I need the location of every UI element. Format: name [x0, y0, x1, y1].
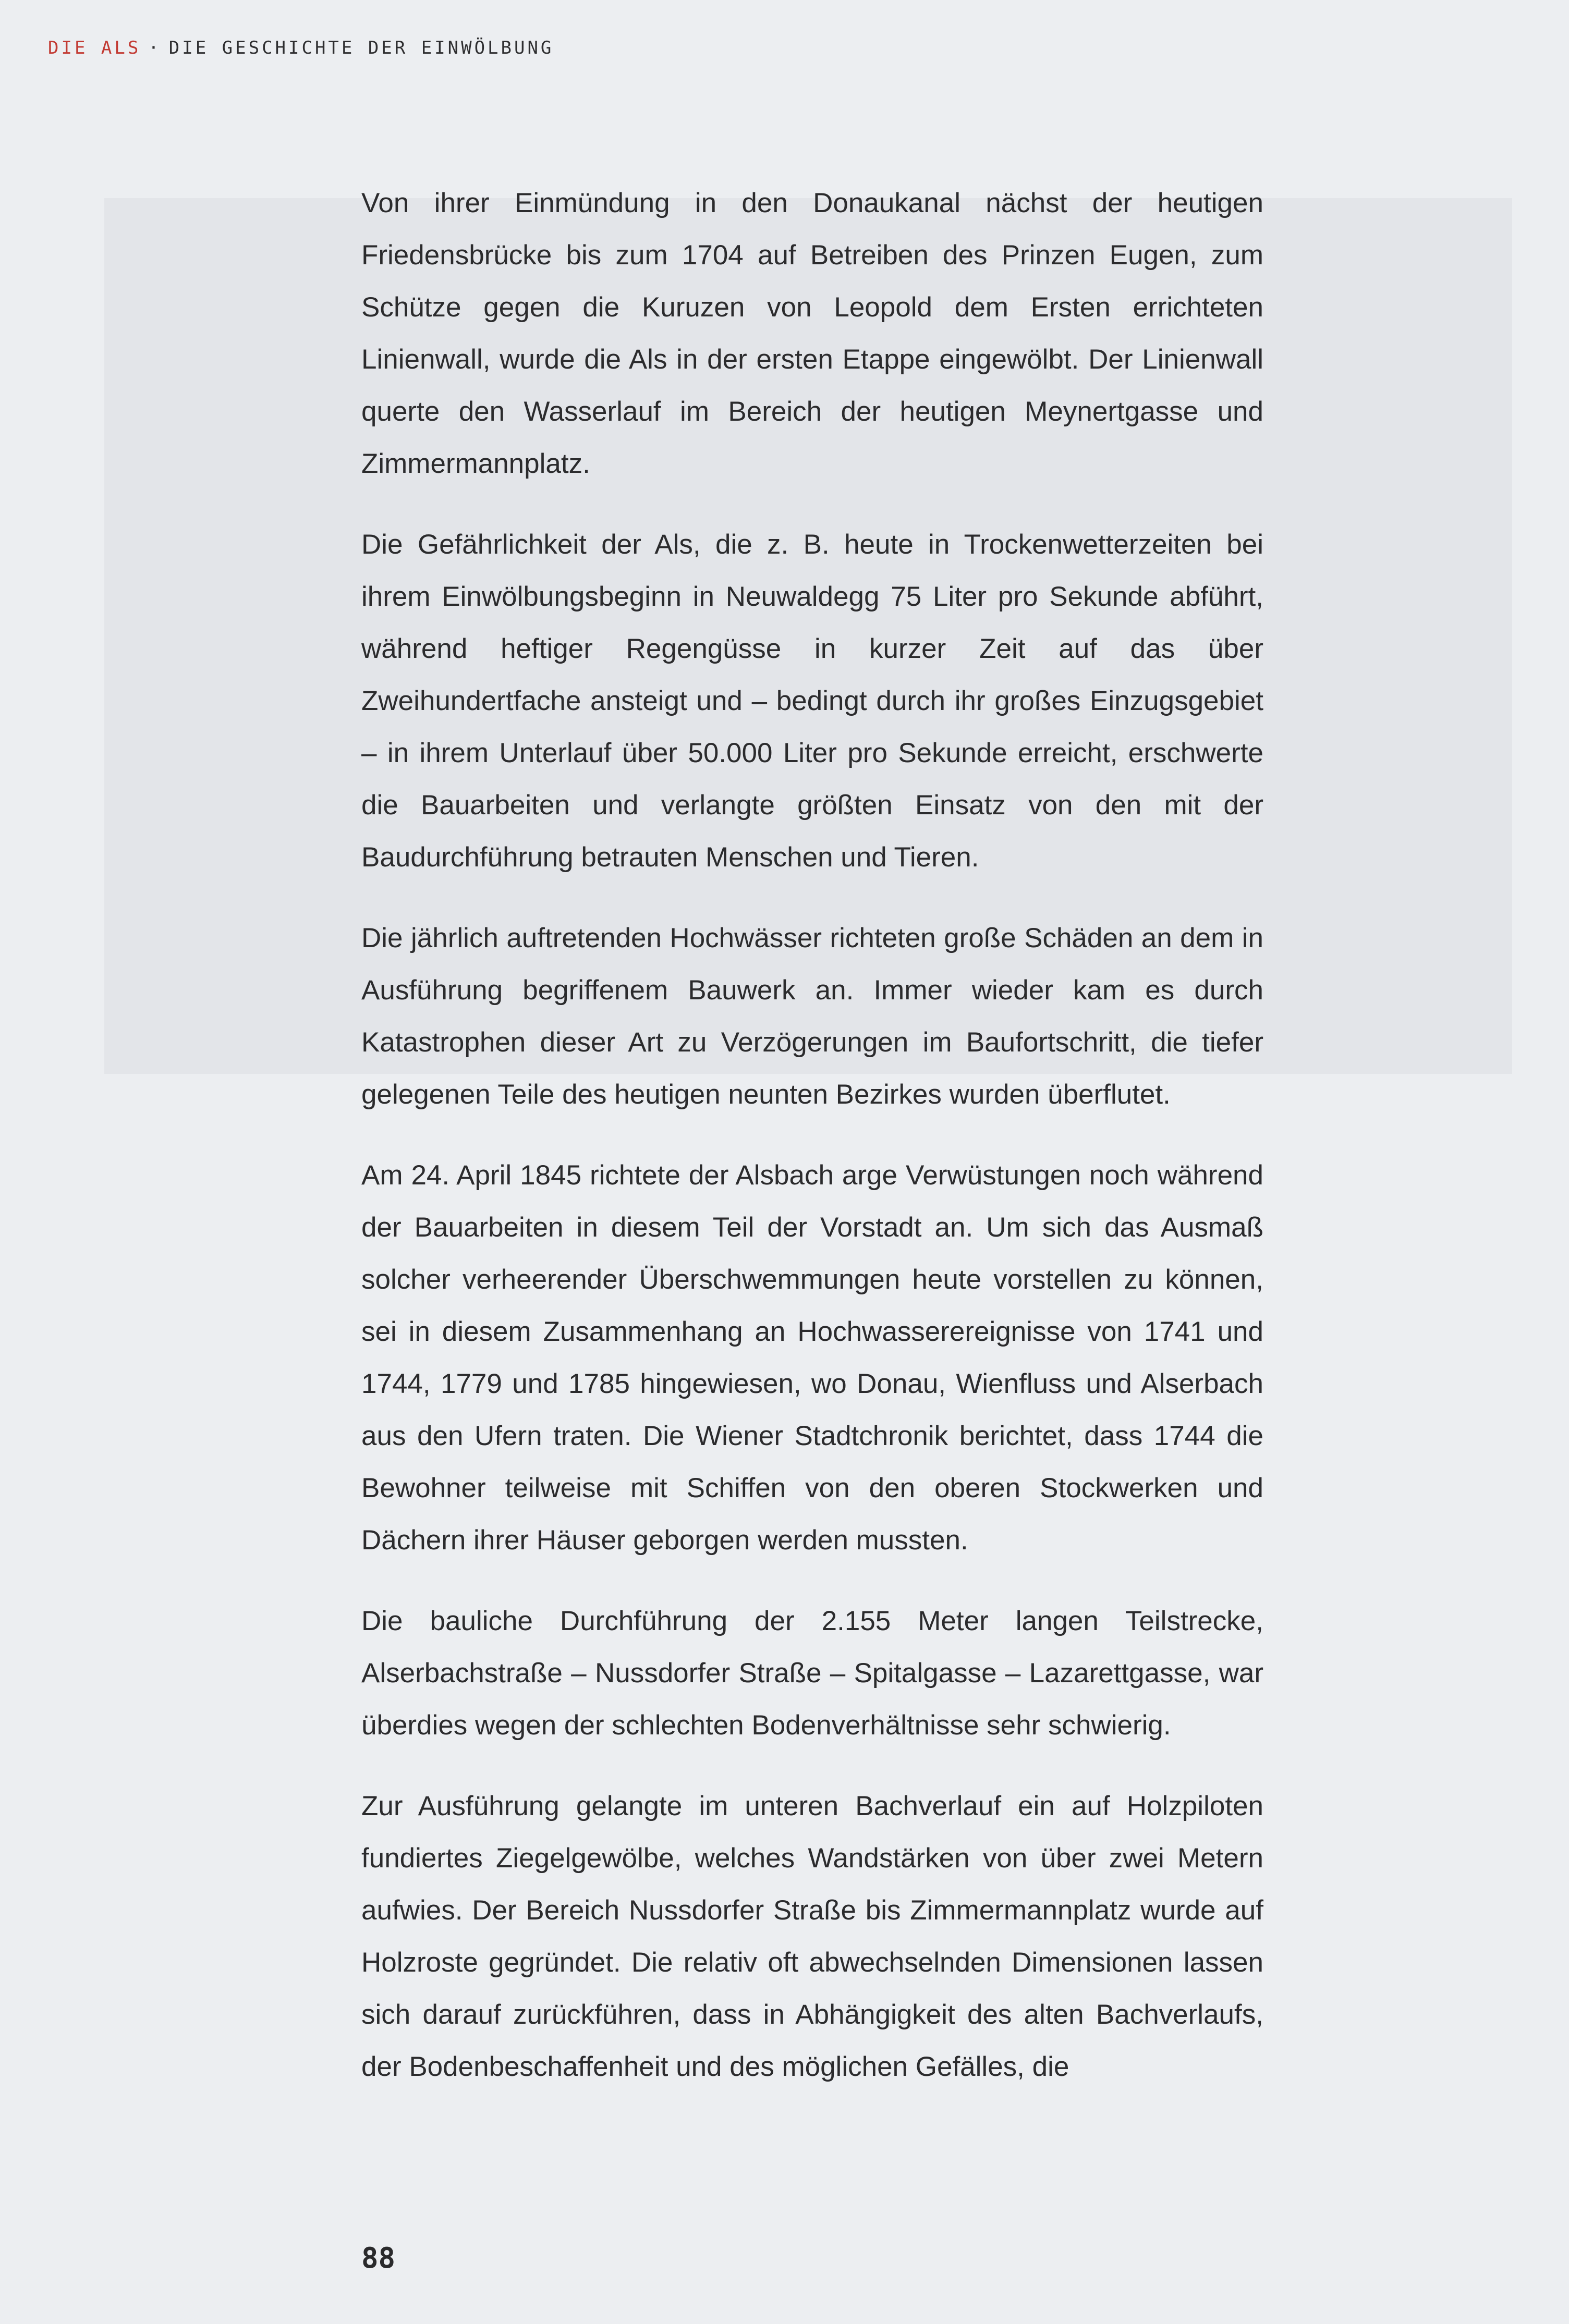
paragraph-2: Die Gefährlichkeit der Als, die z. B. heute in Trockenwetterzeiten bei ihrem Einwölbungsbeginn in Neuwaldegg 75 Liter pro Sekunde abführt, während heftiger Regengüsse in kurzer Zeit auf das über Zweihundertfache ansteigt und – bedingt durch ihr großes Einzugsgebiet – in ihrem Unterlauf über 50.000 Liter pro Sekunde erreicht, erschwerte die Bauarbeiten und verlangte größten Einsatz von den mit der Baudurchführung betrauten Menschen und Tieren. — [361, 529, 1263, 873]
paragraph-5: Die bauliche Durchführung der 2.155 Meter langen Teilstrecke, Alserbachstraße – Nussdorfer Straße – Spitalgasse – Lazarettgasse, war überdies wegen der schlechten Bodenverhältnisse sehr schwierig. — [361, 1606, 1263, 1741]
header-section: DIE ALS — [48, 38, 141, 58]
paragraph-1: Von ihrer Einmündung in den Donaukanal nächst der heutigen Friedensbrücke bis zum 1704 auf Betreiben des Prinzen Eugen, zum Schütze gegen die Kuruzen von Leopold dem Ersten errichteten Linienwall, wurde die Als in der ersten Etappe eingewölbt. Der Linienwall querte den Wasserlauf im Bereich der heutigen Meynertgasse und Zimmermannplatz. — [361, 188, 1263, 479]
header-chapter: DIE GESCHICHTE DER EINWÖLBUNG — [168, 38, 554, 58]
paragraph-6: Zur Ausführung gelangte im unteren Bachverlauf ein auf Holzpiloten fundiertes Ziegelgewölbe, welches Wandstärken von über zwei Metern aufwies. Der Bereich Nussdorfer Straße bis Zimmermannplatz wurde auf Holzroste gegründet. Die relativ oft abwechselnden Dimensionen lassen sich darauf zurückführen, dass in Abhängigkeit des alten Bachverlaufs, der Bodenbeschaffenheit und des möglichen Gefälles, die — [361, 1791, 1263, 2082]
running-header — [48, 38, 554, 58]
header-separator: · — [148, 38, 162, 58]
page-number: 88 — [361, 2242, 396, 2274]
paragraph-3: Die jährlich auftretenden Hochwässer richteten große Schäden an dem in Ausführung begriffenem Bauwerk an. Immer wieder kam es durch Katastrophen dieser Art zu Verzögerungen im Baufortschritt, die tiefer gelegenen Teile des heutigen neunten Bezirkes wurden überflutet. — [361, 923, 1263, 1110]
paragraph-4: Am 24. April 1845 richtete der Alsbach arge Verwüstungen noch während der Bauarbeiten in diesem Teil der Vorstadt an. Um sich das Ausmaß solcher verheerender Überschwemmungen heute vorstellen zu können, sei in diesem Zusammenhang an Hochwasserereignisse von 1741 und 1744, 1779 und 1785 hingewiesen, wo Donau, Wienfluss und Alserbach aus den Ufern traten. Die Wiener Stadtchronik berichtet, dass 1744 die Bewohner teilweise mit Schiffen von den oberen Stockwerken und Dächern ihrer Häuser geborgen werden mussten. — [361, 1160, 1263, 1556]
body-text — [361, 177, 1263, 2122]
